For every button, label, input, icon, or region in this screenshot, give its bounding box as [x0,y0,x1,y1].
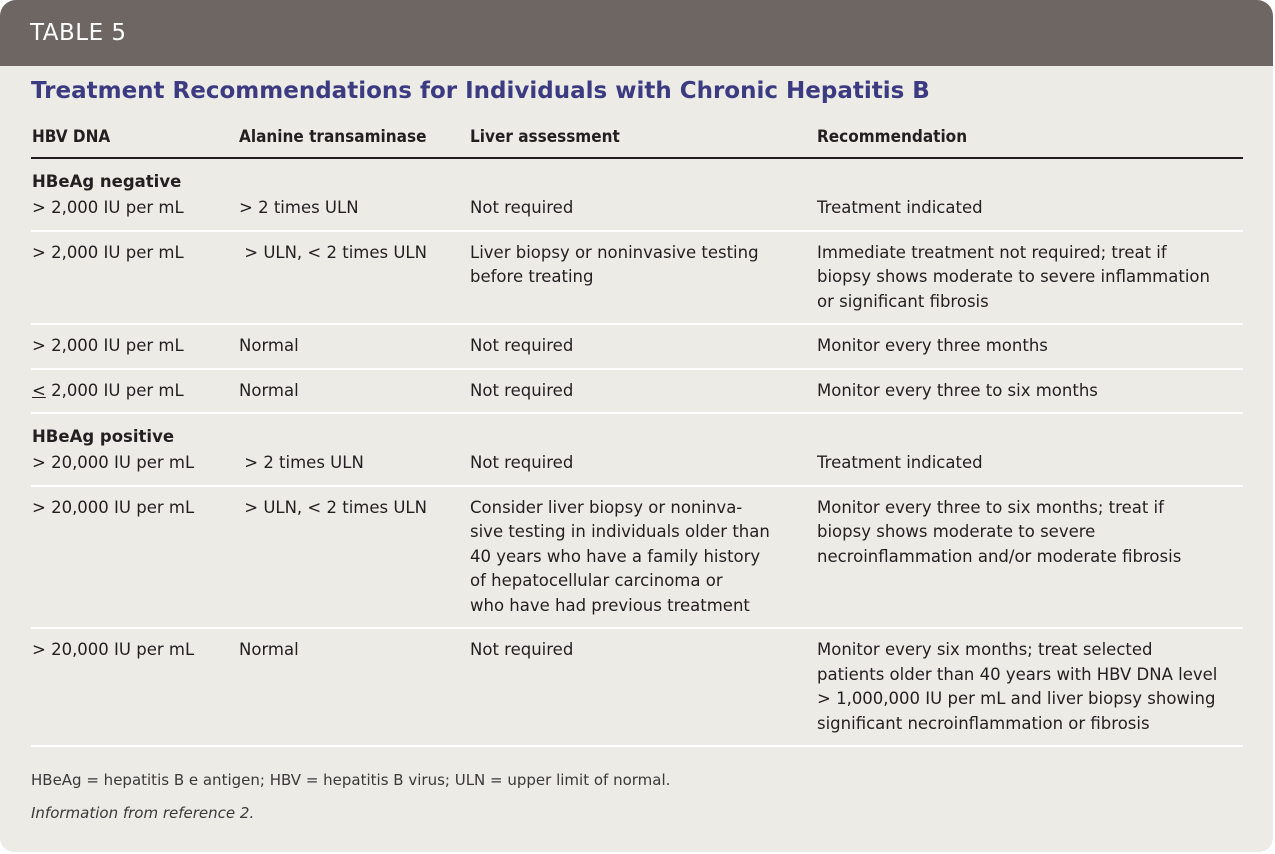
table-row [31,324,1243,369]
hbv-dna-cell: > 2,000 IU per mL [31,231,238,325]
liver-assessment-cell: Liver biopsy or noninvasive testing before treating [469,231,816,325]
alt-cell: > ULN, < 2 times ULN [238,231,469,325]
group-label: HBeAg positive [32,427,175,446]
alt-cell: > ULN, < 2 times ULN [238,486,469,629]
table-row [31,486,1243,629]
recommendations-table [31,117,1243,747]
alt-cell: Normal [238,324,469,369]
table-title: Treatment Recommendations for Individuals with Chronic Hepatitis B [31,78,930,104]
column-header: HBV DNA [31,117,238,158]
recommendation-cell: Immediate treatment not required; treat if biopsy shows moderate to severe inflammation or significant fibrosis [816,231,1243,325]
hbv-dna-cell: > 2,000 IU per mL [31,194,238,231]
hbv-dna-cell: > 20,000 IU per mL [31,449,238,486]
table-row [31,449,1243,486]
group-header-row [31,158,1243,194]
table-row [31,231,1243,325]
table-banner [0,0,1273,66]
group-label: HBeAg negative [32,172,182,191]
alt-cell: > 2 times ULN [238,449,469,486]
abbreviations-footnote: HBeAg = hepatitis B e antigen; HBV = hepatitis B virus; ULN = upper limit of normal. [31,771,671,789]
liver-assessment-cell: Not required [469,628,816,746]
liver-assessment-cell: Not required [469,369,816,414]
table-row [31,369,1243,414]
alt-cell: Normal [238,369,469,414]
alt-cell: Normal [238,628,469,746]
liver-assessment-cell: Not required [469,194,816,231]
liver-assessment-cell: Not required [469,324,816,369]
hbv-dna-cell [31,369,238,414]
column-header: Alanine transaminase [238,117,469,158]
group-header-row [31,413,1243,449]
recommendation-cell: Monitor every three to six months; treat if biopsy shows moderate to severe necroinflammation and/or moderate fibrosis [816,486,1243,629]
alt-cell: > 2 times ULN [238,194,469,231]
recommendation-cell: Monitor every six months; treat selected patients older than 40 years with HBV DNA level > 1,000,000 IU per mL and liver biopsy showing significant necroinflammation or fibrosis [816,628,1243,746]
liver-assessment-cell: Consider liver biopsy or noninva- sive testing in individuals older than 40 years who have a family history of hepatocellular carcinoma or who have had previous treatment [469,486,816,629]
recommendation-cell: Monitor every three months [816,324,1243,369]
source-note: Information from reference 2. [31,804,255,822]
hbv-dna-cell: > 20,000 IU per mL [31,486,238,629]
column-header: Liver assessment [469,117,816,158]
hbv-dna-value: 2,000 IU per mL [45,380,184,400]
hbv-dna-cell: > 20,000 IU per mL [31,628,238,746]
column-header: Recommendation [816,117,1243,158]
table-number: TABLE 5 [30,20,127,46]
table-row [31,628,1243,746]
hbv-dna-cell: > 2,000 IU per mL [31,324,238,369]
liver-assessment-cell: Not required [469,449,816,486]
recommendation-cell: Treatment indicated [816,449,1243,486]
table-row [31,194,1243,231]
recommendation-cell: Treatment indicated [816,194,1243,231]
recommendation-cell: Monitor every three to six months [816,369,1243,414]
table-body [31,158,1243,746]
less-equal-symbol: < [32,380,46,400]
header-row [31,117,1243,158]
